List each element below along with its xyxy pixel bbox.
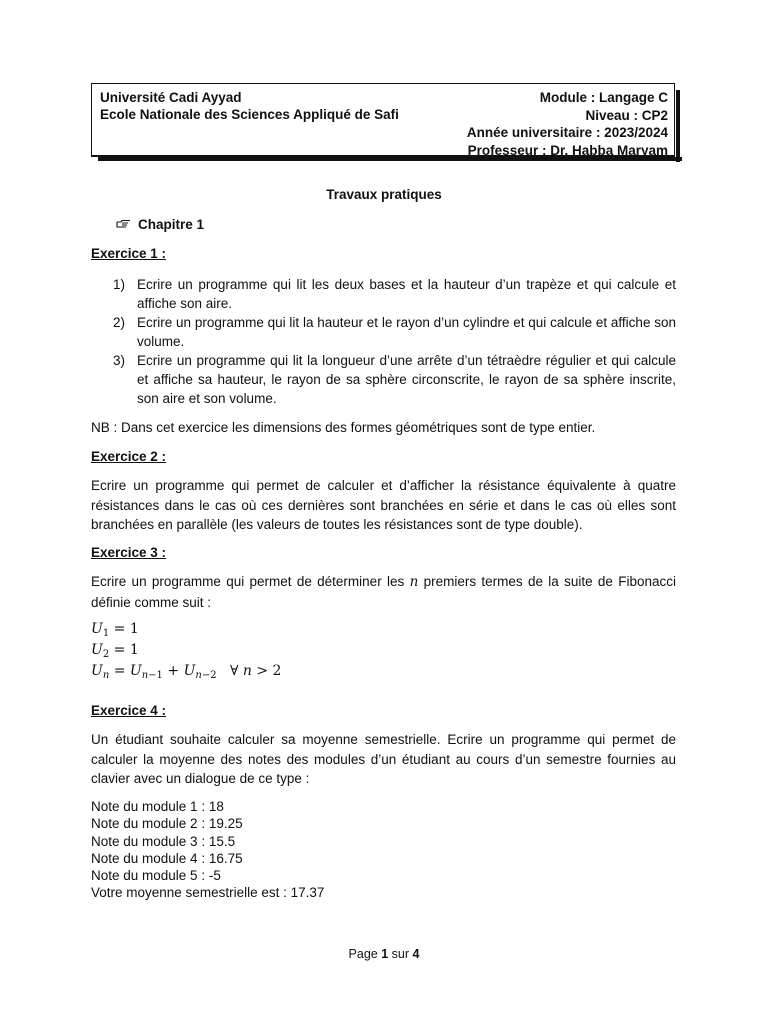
header-shadow-right (676, 90, 680, 162)
dialog-line: Note du module 1 : 18 (91, 799, 224, 814)
exercise-1-note: NB : Dans cet exercice les dimensions des formes géométriques sont de type entier. (91, 420, 596, 435)
exercise-2-text: Ecrire un programme qui permet de calculer et d’afficher la résistance équivalente à quatre résistances dans le cas où ces dernières sont branchées en série et dans le cas où elles sont branchées en parallèle (les valeurs de toutes les résistances sont de type double). (91, 478, 676, 532)
exercise-2-heading: Exercice 2 : (91, 449, 167, 464)
page-total: 4 (412, 947, 420, 961)
header-course-info (467, 89, 668, 159)
chapter-heading (116, 217, 204, 232)
exercise-3-text-after: premiers termes de la suite de Fibonacci définie comme suit : (91, 574, 676, 610)
school-name: Ecole Nationale des Sciences Appliqué de Safi (100, 107, 399, 122)
variable-n: n (409, 574, 419, 590)
list-item-number: 2) (113, 315, 126, 330)
module-label: Module : Langage C (539, 90, 668, 105)
list-item (91, 275, 676, 313)
page-mid: sur (388, 947, 413, 961)
list-item-number: 3) (113, 353, 126, 368)
exercise-4-text: Un étudiant souhaite calculer sa moyenne semestrielle. Ecrire un programme qui permet de calculer la moyenne des notes des modules d’un étudiant au cours d’un semestre fournies au clavier avec un dialogue de ce type : (91, 732, 676, 786)
chapter-label: Chapitre 1 (138, 217, 205, 232)
dialog-line: Note du module 4 : 16.75 (91, 850, 243, 866)
list-item (91, 313, 676, 351)
dialog-line: Note du module 2 : 19.25 (91, 816, 243, 832)
list-item-number: 1) (113, 277, 126, 292)
level-label: Niveau : CP2 (585, 107, 668, 123)
formula-un: $U_n = U_{n-1} + U_{n-2}$ ∀ n > 2 (91, 663, 282, 681)
exercise-1-heading: Exercice 1 : (91, 246, 167, 261)
fibonacci-formulas (91, 621, 281, 684)
exercise-3-text-before: Ecrire un programme qui permet de déterminer les (91, 574, 410, 589)
list-item (91, 351, 676, 408)
formula-u2: $U_2 = 1$ (91, 642, 139, 660)
list-item-text: Ecrire un programme qui lit la hauteur et le rayon d’un cylindre et qui calcule et affiche son volume. (137, 315, 676, 349)
dialog-line: Votre moyenne semestrielle est : 17.37 (91, 885, 325, 901)
exercise-3-text (91, 572, 676, 612)
page-title: Travaux pratiques (326, 187, 442, 202)
list-item-text: Ecrire un programme qui lit la longueur d’une arrête d’un tétraèdre régulier et qui calcule et affiche sa hauteur, le rayon de sa sphère circonscrite, le rayon de sa sphère inscrite, son aire et son volume. (137, 353, 676, 406)
university-name: Université Cadi Ayyad (100, 90, 242, 105)
professor-label: Professeur : Dr. Habba Maryam (467, 142, 668, 158)
header-institution (100, 89, 399, 123)
exercise-1-list (91, 275, 676, 408)
pointing-hand-icon (116, 217, 132, 232)
page-number: 1 (381, 947, 389, 961)
dialog-line: Note du module 3 : 15.5 (91, 833, 236, 849)
header-box (91, 83, 675, 157)
exercise-3-heading: Exercice 3 : (91, 545, 167, 560)
exercise-4-dialog (91, 798, 324, 902)
list-item-text: Ecrire un programme qui lit les deux bases et la hauteur d’un trapèze et qui calcule et affiche son aire. (137, 277, 676, 311)
page-prefix: Page (348, 947, 382, 961)
formula-u1: $U_1 = 1$ (91, 621, 139, 639)
dialog-line: Note du module 5 : -5 (91, 868, 221, 884)
academic-year-label: Année universitaire : 2023/2024 (466, 125, 668, 140)
exercise-4-heading: Exercice 4 : (91, 703, 167, 718)
page-footer (0, 947, 768, 961)
